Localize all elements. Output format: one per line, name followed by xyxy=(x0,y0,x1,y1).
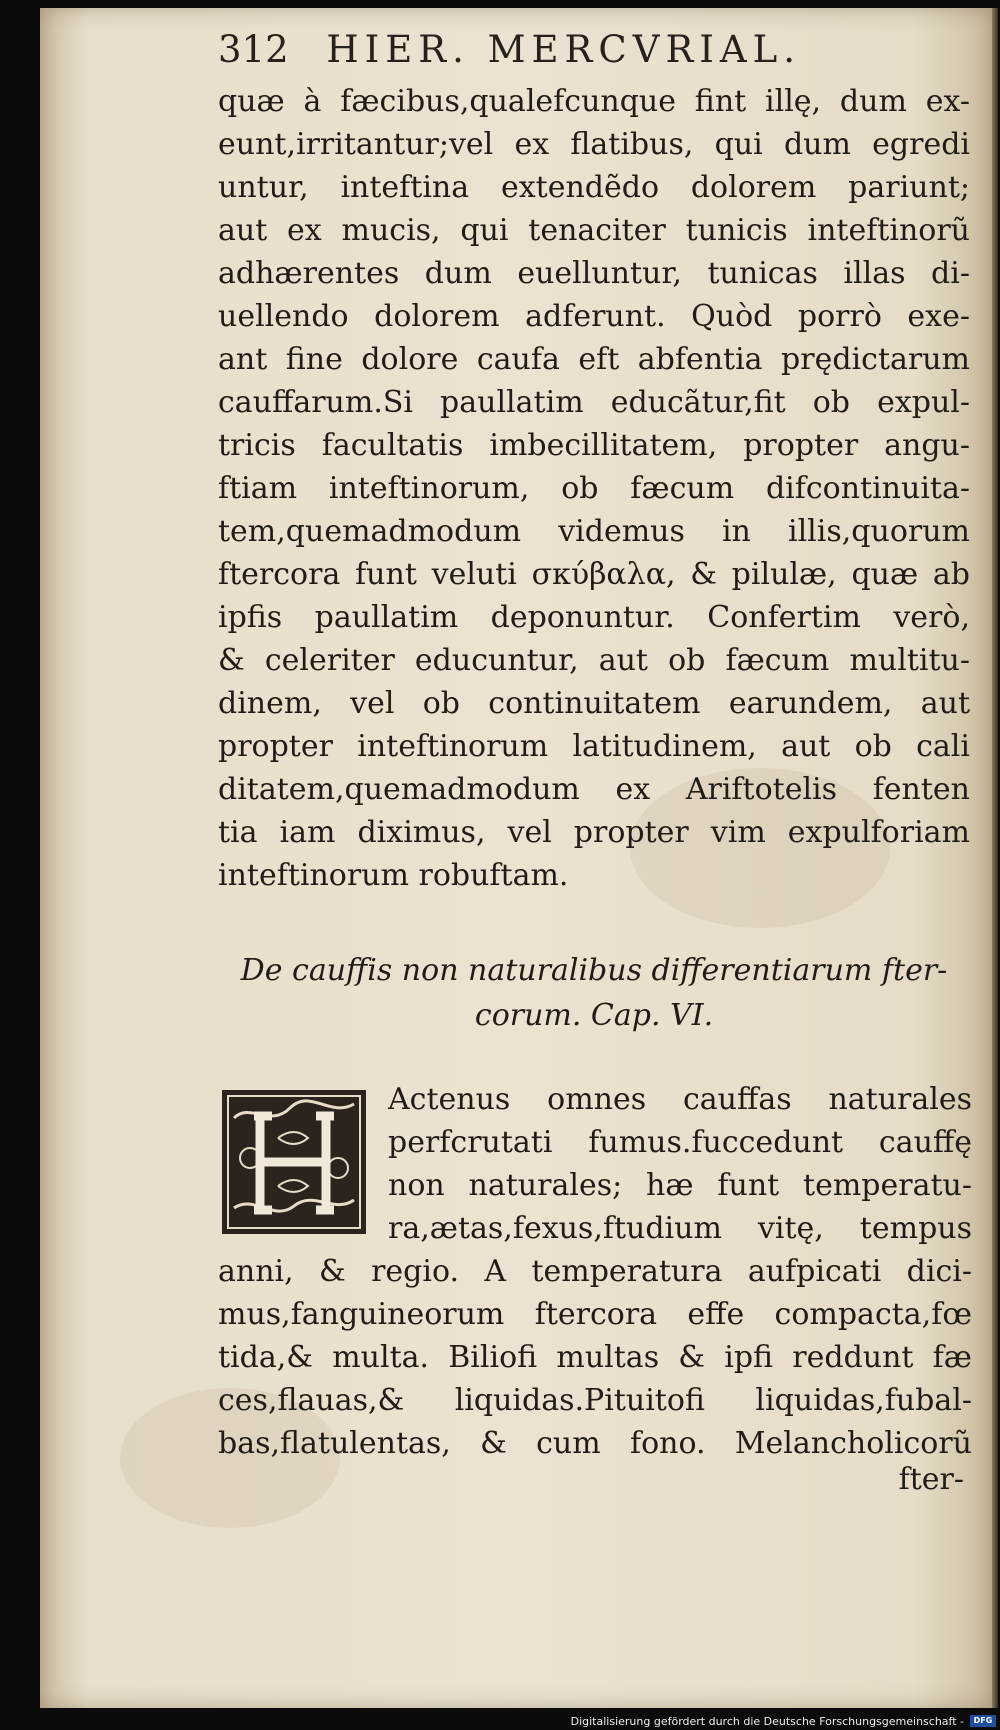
text-line: tricis facultatis imbecillitatem, propter angu- xyxy=(218,428,970,463)
text-line: aut ex mucis, qui tenaciter tunicis inteftinorũ xyxy=(218,213,970,248)
text-line: ant fine dolore caufa eft abfentia prędictarum xyxy=(218,342,970,377)
text-line: Actenus omnes cauffas naturales xyxy=(388,1082,972,1117)
text-line: bas,flatulentas, & cum fono. Melancholicorũ xyxy=(218,1426,972,1461)
chapter-heading xyxy=(218,948,970,1038)
chapter-opening-text xyxy=(388,1078,972,1250)
text-line: tem,quemadmodum videmus in illis,quorum xyxy=(218,514,970,549)
text-line: ipfis paullatim deponuntur. Confertim verò, xyxy=(218,600,970,635)
text-line: uellendo dolorem adferunt. Quòd porrò exe- xyxy=(218,299,970,334)
text-line: adhærentes dum euelluntur, tunicas illas di- xyxy=(218,256,970,291)
decorated-initial-h-icon xyxy=(220,1088,368,1236)
text-line: tia iam diximus, vel propter vim expulforiam xyxy=(218,815,970,850)
text-line: ra,ætas,fexus,ftudium vitę, tempus xyxy=(388,1211,972,1246)
text-line: mus,fanguineorum ftercora effe compacta,fœ xyxy=(218,1297,972,1332)
running-head xyxy=(218,28,978,71)
text-line: perfcrutati fumus.fuccedunt cauffę xyxy=(388,1125,972,1160)
text-line: non naturales; hæ funt temperatu- xyxy=(388,1168,972,1203)
text-line: cauffarum.Si paullatim educãtur,fit ob expul- xyxy=(218,385,970,420)
catchword: fter- xyxy=(898,1462,964,1497)
funding-credit: Digitalisierung gefördert durch die Deutsche Forschungsgemeinschaft - xyxy=(570,1715,964,1728)
page-edge xyxy=(992,8,998,1708)
text-line: untur, inteftina extendẽdo dolorem pariunt; xyxy=(218,170,970,205)
text-line: propter inteftinorum latitudinem, aut ob cali xyxy=(218,729,970,764)
page-number: 312 xyxy=(218,28,289,71)
text-line: ftercora funt veluti σκύβαλα, & pilulæ, quæ ab xyxy=(218,557,970,592)
body-text xyxy=(218,80,970,897)
text-line: eunt,irritantur;vel ex flatibus, qui dum egredi xyxy=(218,127,970,162)
text-line: & celeriter educuntur, aut ob fæcum multitu- xyxy=(218,643,970,678)
text-line: inteftinorum robuftam. xyxy=(218,858,569,893)
text-line: quæ à fæcibus,qualefcunque fint illę, dum ex- xyxy=(218,84,970,119)
chapter-body-text xyxy=(218,1250,972,1465)
text-line: ditatem,quemadmodum ex Ariftotelis fenten xyxy=(218,772,970,807)
text-line: dinem, vel ob continuitatem earundem, aut xyxy=(218,686,970,721)
running-title: HIER. MERCVRIAL. xyxy=(326,28,801,71)
chapter-heading-line: De cauffis non naturalibus differentiarum fter- xyxy=(240,953,948,988)
text-line: ftiam inteftinorum, ob fæcum difcontinuita- xyxy=(218,471,970,506)
chapter-heading-line: corum. Cap. VI. xyxy=(474,998,714,1033)
digitization-footer xyxy=(0,1712,1000,1730)
text-line: anni, & regio. A temperatura aufpicati dici- xyxy=(218,1254,972,1289)
text-line: ces,flauas,& liquidas.Pituitofi liquidas,fubal- xyxy=(218,1383,972,1418)
dfg-logo-icon: DFG xyxy=(970,1715,996,1727)
text-line: tida,& multa. Biliofi multas & ipfi reddunt fæ xyxy=(218,1340,972,1375)
